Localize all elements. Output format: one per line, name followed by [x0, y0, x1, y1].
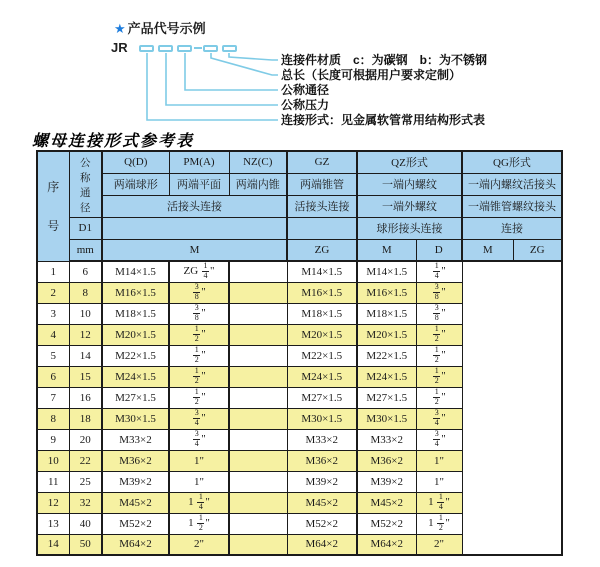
cell-mm: 32 [69, 492, 102, 513]
cell-mm: 40 [69, 513, 102, 534]
cell-qz-d: M45×2 [287, 492, 357, 513]
header-pma: PM(A) [169, 151, 229, 173]
label-total-length: 总长（长度可根据用户要求定制） [281, 68, 462, 82]
cell-qg-m: M52×2 [357, 513, 416, 534]
table-row [37, 534, 562, 555]
table-row [37, 450, 562, 471]
cell-m: M22×1.5 [102, 345, 169, 366]
cell-qz-m [229, 492, 287, 513]
cell-qz-m [229, 429, 287, 450]
cell-seq: 14 [37, 534, 69, 555]
table-row [37, 324, 562, 345]
header-m3: M [462, 239, 513, 261]
cell-seq: 2 [37, 282, 69, 303]
table-row [37, 408, 562, 429]
cell-gz: $\frac{3}{4}$ " [169, 408, 229, 429]
cell-gz: ZG $\frac{1}{4}$ " [169, 261, 229, 282]
header-m1: M [102, 239, 287, 261]
table-row [37, 471, 562, 492]
cell-qg-zg: $\frac{1}{2}$ " [416, 324, 462, 345]
header-d1: D1 [69, 217, 102, 239]
cell-qg-m: M20×1.5 [357, 324, 416, 345]
table-row [37, 282, 562, 303]
cell-qz-m [229, 513, 287, 534]
cell-mm: 18 [69, 408, 102, 429]
code-prefix: JR [111, 40, 128, 55]
cell-m: M20×1.5 [102, 324, 169, 345]
code-box-3 [177, 45, 192, 52]
diagram-heading-text: 产品代号示例 [127, 21, 206, 36]
label-nominal-diameter: 公称通径 [281, 83, 330, 97]
code-box-5 [222, 45, 237, 52]
cell-qz-d: M27×1.5 [287, 387, 357, 408]
header-gz: GZ [287, 151, 357, 173]
cell-qz-d: M64×2 [287, 534, 357, 555]
cell-qg-m: M14×1.5 [357, 261, 416, 282]
cell-qg-zg: $\frac{1}{2}$ " [416, 387, 462, 408]
table-row [37, 366, 562, 387]
cell-m: M14×1.5 [102, 261, 169, 282]
header-nzc: NZ(C) [229, 151, 287, 173]
header-qd-desc: 两端球形 [102, 173, 169, 195]
cell-gz: $\frac{1}{2}$ " [169, 345, 229, 366]
cell-mm: 12 [69, 324, 102, 345]
cell-qg-zg: 1 $\frac{1}{2}$ " [416, 513, 462, 534]
cell-m: M45×2 [102, 492, 169, 513]
cell-qg-m: M39×2 [357, 471, 416, 492]
table-row [37, 387, 562, 408]
header-qz-desc1: 一端内螺纹 [357, 173, 462, 195]
table-row [37, 429, 562, 450]
cell-qz-d: M39×2 [287, 471, 357, 492]
cell-qg-m: M24×1.5 [357, 366, 416, 387]
cell-qg-zg: $\frac{3}{8}$ " [416, 303, 462, 324]
cell-qg-zg: 1" [416, 471, 462, 492]
cell-qz-m [229, 534, 287, 555]
diagram-heading [114, 18, 206, 37]
header-seq: 序 号 [37, 151, 69, 261]
code-box-2 [158, 45, 173, 52]
header-mm: mm [69, 239, 102, 261]
table-header [37, 151, 562, 261]
cell-qg-m: M45×2 [357, 492, 416, 513]
cell-qz-d: M52×2 [287, 513, 357, 534]
header-qz-desc2: 一端外螺纹 [357, 195, 462, 217]
cell-qg-zg: $\frac{3}{8}$ " [416, 282, 462, 303]
cell-seq: 4 [37, 324, 69, 345]
cell-m: M36×2 [102, 450, 169, 471]
label-nominal-pressure: 公称压力 [281, 98, 330, 112]
cell-qz-m [229, 366, 287, 387]
cell-qg-m: M27×1.5 [357, 387, 416, 408]
cell-mm: 8 [69, 282, 102, 303]
cell-qg-m: M64×2 [357, 534, 416, 555]
cell-qz-m [229, 345, 287, 366]
table-row [37, 345, 562, 366]
header-empty-gz [287, 217, 357, 239]
table-row [37, 492, 562, 513]
header-gz-desc: 两端锥管 [287, 173, 357, 195]
cell-mm: 20 [69, 429, 102, 450]
cell-qg-zg: $\frac{1}{2}$ " [416, 345, 462, 366]
cell-seq: 11 [37, 471, 69, 492]
cell-qg-m: M18×1.5 [357, 303, 416, 324]
cell-qz-m [229, 450, 287, 471]
header-union-connection: 活接头连接 [102, 195, 287, 217]
header-qg: QG形式 [462, 151, 562, 173]
cell-gz: 2" [169, 534, 229, 555]
table-body [37, 261, 562, 555]
cell-seq: 6 [37, 366, 69, 387]
cell-seq: 10 [37, 450, 69, 471]
cell-qg-zg: 2" [416, 534, 462, 555]
cell-qz-m [229, 324, 287, 345]
header-nzc-desc: 两端内锥 [229, 173, 287, 195]
cell-seq: 12 [37, 492, 69, 513]
cell-qz-d: M18×1.5 [287, 303, 357, 324]
code-dash [194, 47, 202, 49]
cell-m: M39×2 [102, 471, 169, 492]
header-gz-union-connection: 活接头连接 [287, 195, 357, 217]
cell-mm: 16 [69, 387, 102, 408]
cell-qz-d: M20×1.5 [287, 324, 357, 345]
cell-qz-d: M36×2 [287, 450, 357, 471]
cell-qg-m: M30×1.5 [357, 408, 416, 429]
cell-qg-zg: $\frac{3}{4}$ " [416, 429, 462, 450]
cell-mm: 50 [69, 534, 102, 555]
cell-gz: 1 $\frac{1}{2}$ " [169, 513, 229, 534]
header-empty-left [102, 217, 287, 239]
header-nominal-diameter: 公 称 通 径 [69, 151, 102, 217]
cell-gz: $\frac{1}{2}$ " [169, 366, 229, 387]
cell-qz-d: M22×1.5 [287, 345, 357, 366]
cell-qz-m [229, 261, 287, 282]
cell-seq: 5 [37, 345, 69, 366]
header-m2: M [357, 239, 416, 261]
cell-m: M27×1.5 [102, 387, 169, 408]
cell-qz-d: M33×2 [287, 429, 357, 450]
cell-m: M24×1.5 [102, 366, 169, 387]
cell-mm: 25 [69, 471, 102, 492]
cell-qg-m: M36×2 [357, 450, 416, 471]
header-zg1: ZG [287, 239, 357, 261]
cell-seq: 8 [37, 408, 69, 429]
header-qg-desc3: 连接 [462, 217, 562, 239]
cell-qz-m [229, 408, 287, 429]
cell-qz-d: M30×1.5 [287, 408, 357, 429]
cell-qz-m [229, 387, 287, 408]
cell-gz: 1 $\frac{1}{4}$ " [169, 492, 229, 513]
code-box-4 [203, 45, 218, 52]
cell-qg-m: M16×1.5 [357, 282, 416, 303]
header-qd: Q(D) [102, 151, 169, 173]
cell-qz-d: M24×1.5 [287, 366, 357, 387]
cell-qz-d: M14×1.5 [287, 261, 357, 282]
star-icon: ★ [114, 21, 126, 36]
cell-mm: 10 [69, 303, 102, 324]
cell-mm: 6 [69, 261, 102, 282]
cell-mm: 22 [69, 450, 102, 471]
cell-qz-m [229, 282, 287, 303]
cell-seq: 9 [37, 429, 69, 450]
table-row [37, 303, 562, 324]
table-row [37, 513, 562, 534]
cell-m: M30×1.5 [102, 408, 169, 429]
code-box-1 [139, 45, 154, 52]
cell-qz-d: M16×1.5 [287, 282, 357, 303]
cell-qg-m: M33×2 [357, 429, 416, 450]
cell-mm: 14 [69, 345, 102, 366]
cell-m: M16×1.5 [102, 282, 169, 303]
nut-connection-table [36, 150, 563, 556]
cell-gz: $\frac{1}{2}$ " [169, 387, 229, 408]
cell-mm: 15 [69, 366, 102, 387]
cell-seq: 7 [37, 387, 69, 408]
cell-qg-zg: 1" [416, 450, 462, 471]
cell-seq: 13 [37, 513, 69, 534]
label-connection-form: 连接形式：见金属软管常用结构形式表 [281, 113, 486, 127]
cell-seq: 1 [37, 261, 69, 282]
cell-m: M18×1.5 [102, 303, 169, 324]
cell-qg-zg: $\frac{3}{4}$ " [416, 408, 462, 429]
header-zg3: ZG [513, 239, 562, 261]
label-material: 连接件材质 c：为碳钢 b：为不锈钢 [281, 53, 488, 67]
cell-gz: 1" [169, 450, 229, 471]
header-qz-desc3: 球形接头连接 [357, 217, 462, 239]
cell-qg-m: M22×1.5 [357, 345, 416, 366]
header-d2: D [416, 239, 462, 261]
cell-seq: 3 [37, 303, 69, 324]
cell-gz: $\frac{3}{4}$ " [169, 429, 229, 450]
header-qg-desc1: 一端内螺纹活接头 [462, 173, 562, 195]
cell-gz: $\frac{3}{8}$ " [169, 282, 229, 303]
cell-m: M52×2 [102, 513, 169, 534]
table-title: 螺母连接形式参考表 [32, 133, 195, 150]
cell-qg-zg: 1 $\frac{1}{4}$ " [416, 492, 462, 513]
table-row [37, 261, 562, 282]
cell-qg-zg: $\frac{1}{4}$ " [416, 261, 462, 282]
header-qg-desc2: 一端锥管螺纹接头 [462, 195, 562, 217]
cell-m: M64×2 [102, 534, 169, 555]
header-qz: QZ形式 [357, 151, 462, 173]
header-pma-desc: 两端平面 [169, 173, 229, 195]
cell-gz: $\frac{3}{8}$ " [169, 303, 229, 324]
cell-m: M33×2 [102, 429, 169, 450]
cell-gz: 1" [169, 471, 229, 492]
cell-qg-zg: $\frac{1}{2}$ " [416, 366, 462, 387]
cell-qz-m [229, 303, 287, 324]
cell-gz: $\frac{1}{2}$ " [169, 324, 229, 345]
cell-qz-m [229, 471, 287, 492]
